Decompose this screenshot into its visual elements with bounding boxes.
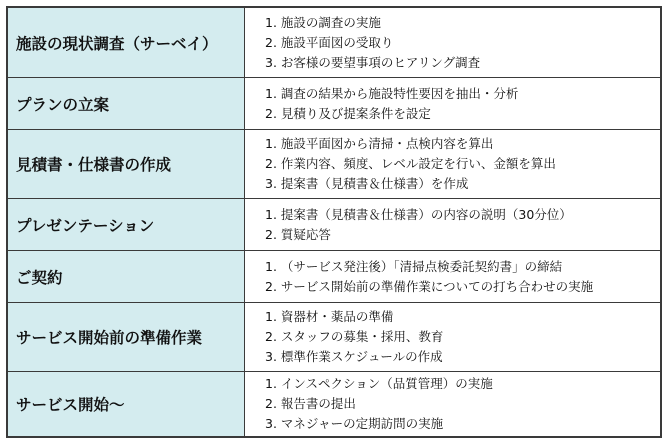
- row-label: サービス開始～: [8, 372, 245, 436]
- row-label: プレゼンテーション: [8, 199, 245, 250]
- table-row: [8, 371, 660, 436]
- row-items: [245, 372, 660, 436]
- list-item: 2. スタッフの募集・採用、教育: [265, 329, 444, 344]
- row-items: [245, 78, 660, 129]
- row-items: [245, 130, 660, 198]
- list-item: 1. 調査の結果から施設特性要因を抽出・分析: [265, 85, 519, 101]
- list-item: 2. 質疑応答: [265, 226, 331, 242]
- row-items: [245, 303, 660, 371]
- row-items: [245, 8, 660, 77]
- list-item: 1. 施設の調査の実施: [265, 14, 381, 30]
- table-row: [8, 8, 660, 77]
- table-row: [8, 129, 660, 198]
- table-row: [8, 77, 660, 129]
- list-item: 3. 提案書（見積書＆仕様書）を作成: [265, 176, 469, 191]
- row-label: ご契約: [8, 251, 245, 302]
- list-item: 2. 施設平面図の受取り: [265, 34, 394, 50]
- row-items: [245, 199, 660, 250]
- list-item: 2. 作業内容、頻度、レベル設定を行い、金額を算出: [265, 156, 556, 171]
- list-item: 2. サービス開始前の準備作業についての打ち合わせの実施: [265, 278, 594, 294]
- list-item: 3. お客様の要望事項のヒアリング調査: [265, 54, 481, 70]
- list-item: 1. 施設平面図から清掃・点検内容を算出: [265, 136, 494, 151]
- row-label: 施設の現状調査（サーベイ）: [8, 8, 245, 77]
- list-item: 2. 報告書の提出: [265, 396, 356, 411]
- row-label: 見積書・仕様書の作成: [8, 130, 245, 198]
- list-item: 1. （サービス発注後）「清掃点検委託契約書」の締結: [265, 258, 563, 274]
- list-item: 2. 見積り及び提案条件を設定: [265, 105, 431, 121]
- table-row: [8, 198, 660, 250]
- row-label: プランの立案: [8, 78, 245, 129]
- list-item: 3. 標準作業スケジュールの作成: [265, 349, 443, 364]
- row-items: [245, 251, 660, 302]
- list-item: 1. 提案書（見積書＆仕様書）の内容の説明（30分位）: [265, 206, 572, 222]
- list-item: 1. インスペクション（品質管理）の実施: [265, 376, 493, 391]
- row-label: サービス開始前の準備作業: [8, 303, 245, 371]
- table-row: [8, 302, 660, 371]
- list-item: 3. マネジャーの定期訪問の実施: [265, 416, 444, 431]
- list-item: 1. 資器材・薬品の準備: [265, 309, 394, 324]
- table-row: [8, 250, 660, 302]
- service-flow-table: [6, 6, 662, 438]
